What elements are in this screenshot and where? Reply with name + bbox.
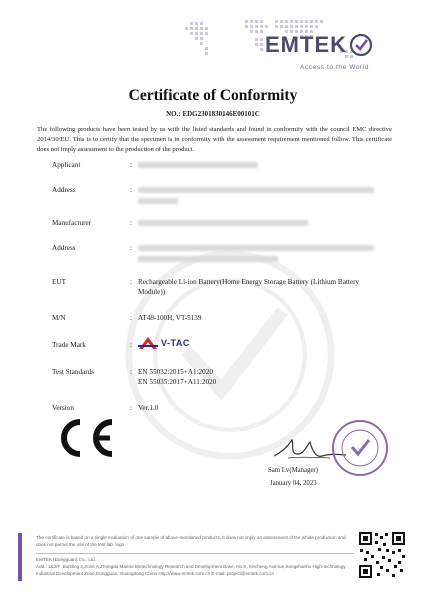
qr-code-icon [358, 531, 406, 579]
vtac-mark-icon [138, 336, 158, 350]
colon: : [130, 244, 132, 252]
ce-mark-icon [50, 418, 116, 458]
footer-company: EMTEK (Dongguan) Co., Ltd. [36, 557, 97, 562]
address2-label: Address [52, 244, 76, 252]
footer-disclaimer: The certificate is based on a single evaluation of one sample of above-mentioned products, it does not imply an assessment of the whole production and does not permit the use of the test lab. logo [36, 535, 346, 547]
emtek-logo [265, 30, 373, 60]
intro-paragraph: The following products have been tested by us with the listed standards and found in conformity with the council EMC directive 2014/30/EU. This is to certify that the specimen is in conformity with the assessment requirement mentioned follow. This certificate does not imply assessment to the production of the product. [37, 126, 392, 153]
trademark-label: Trade Mark [52, 341, 86, 349]
checkmark-circle-icon [349, 33, 373, 57]
standards-label: Test Standards [52, 368, 95, 376]
manufacturer-label: Manufacturer [52, 219, 92, 227]
colon: : [130, 404, 132, 412]
colon: : [130, 314, 132, 322]
colon: : [130, 368, 132, 376]
brand-slogan: Access to the World [300, 64, 370, 71]
eut-value: Rechargeable Li-ion Battery(Home Energy Storage Battery (Lithium Battery Module)) [138, 278, 360, 296]
footer-address-block [36, 556, 356, 577]
applicant-value-redacted [138, 160, 388, 168]
version-value: Ver.1.0 [138, 404, 159, 412]
trademark-value: V-TAC [161, 338, 190, 348]
brand-name: EMTEK [265, 32, 347, 57]
colon: : [130, 186, 132, 194]
version-label: Version [52, 404, 74, 412]
vtac-logo [138, 336, 388, 350]
standard-item: EN 55035:2017+A11:2020 [138, 378, 217, 386]
address-label: Address [52, 186, 76, 194]
footer-accent-bar [18, 533, 22, 581]
colon: : [130, 161, 132, 169]
page-title: Certificate of Conformity [128, 87, 298, 104]
eut-label: EUT [52, 278, 66, 286]
company-seal-stamp [330, 418, 390, 478]
applicant-label: Applicant [52, 161, 81, 169]
colon: : [130, 341, 132, 349]
signer-name: Sam Lv(Manager) [268, 467, 319, 474]
address2-value-redacted [138, 243, 388, 262]
manufacturer-value-redacted [138, 218, 388, 226]
footer-divider [36, 553, 354, 554]
address-value-redacted [138, 185, 388, 204]
colon: : [130, 219, 132, 227]
signature-date: January 04, 2023 [270, 480, 317, 487]
certificate-number: NO.: EDG2301830146E00101C [166, 110, 260, 118]
standard-item: EN 55032:2015+A1:2020 [138, 368, 213, 376]
standards-list [138, 367, 388, 387]
model-label: M/N [52, 314, 66, 322]
model-value: AT48-100H, VT-5139 [138, 314, 202, 322]
footer-address: Add.: 1&2/F ,Building 2,Zone A,Zhongda Marine Biotechnology Research and Development Base, No.9 ,Xincheng Avenue,Songshanhu High-technology Industrial Development Zone,Dongguan, Guangdong China Http://www.emtek.com.cn E-mail: project@emtek.com.cn [36, 564, 346, 576]
colon: : [130, 278, 132, 286]
